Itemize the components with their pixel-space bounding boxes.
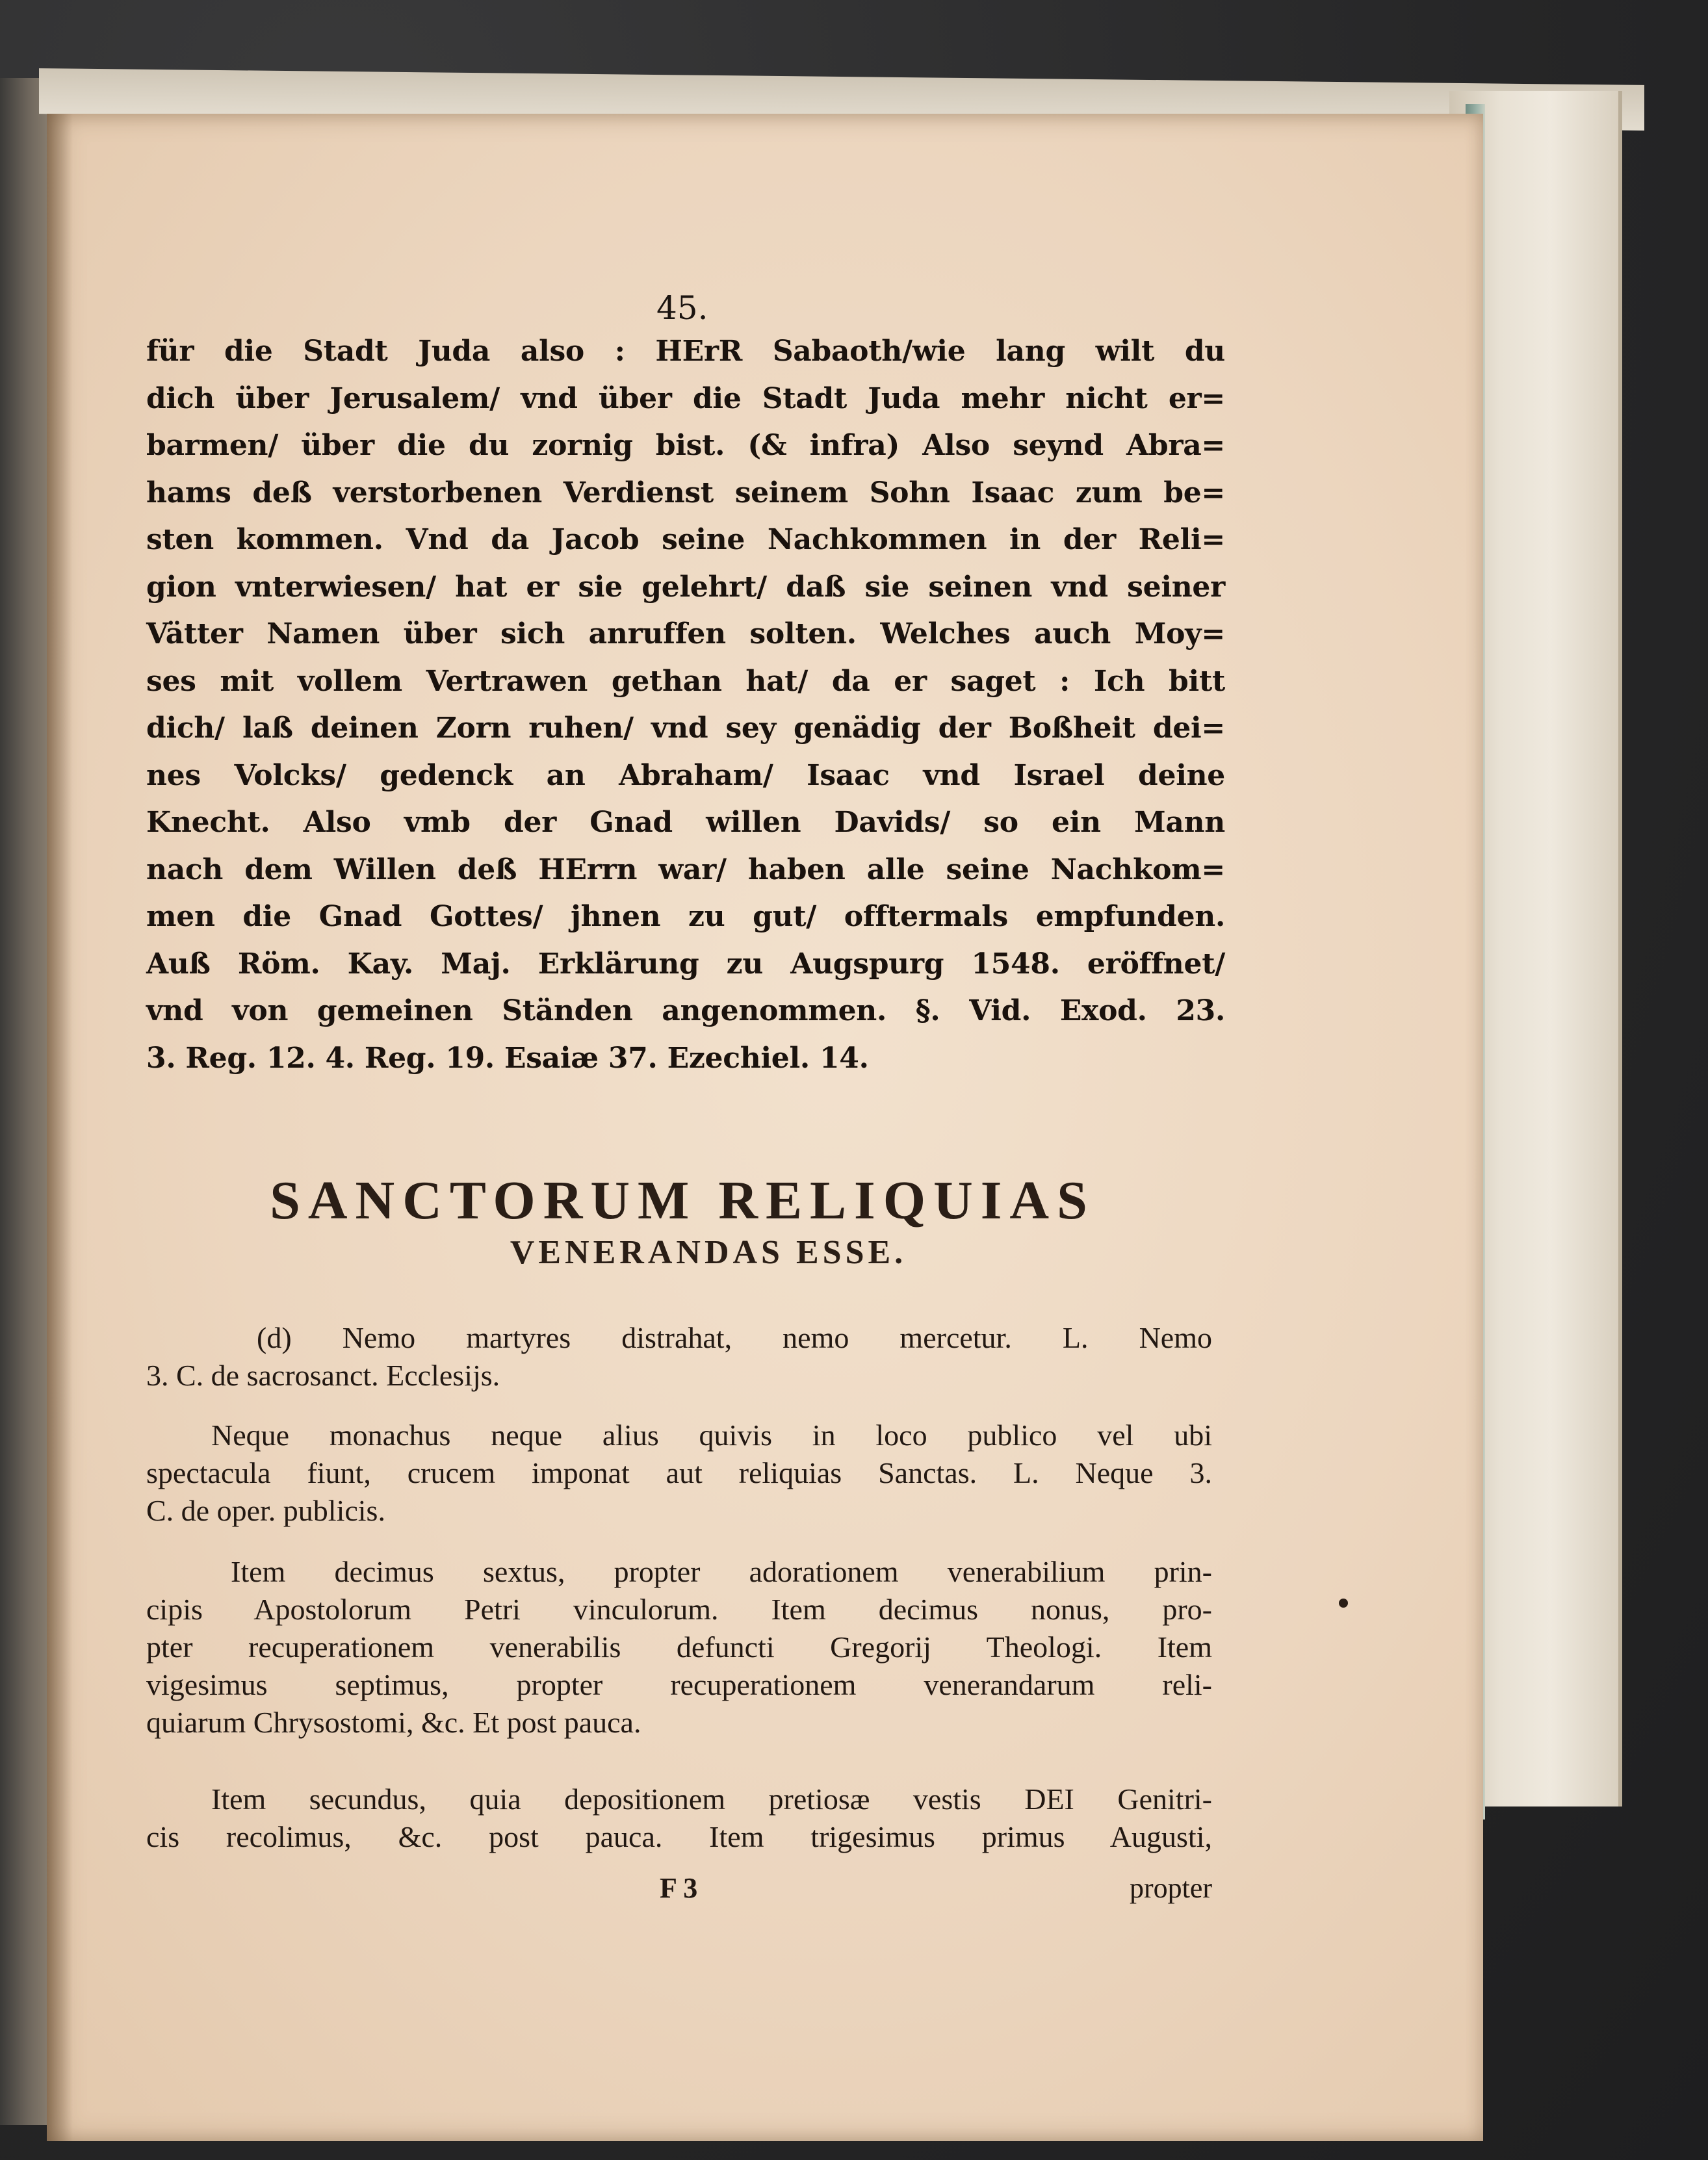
text-line: hams deß verstorbenen Verdienst seinem Sohn Isaac zum be= (146, 476, 1225, 509)
text-line: Vätter Namen über sich anruffen solten. Welches auch Moy= (146, 617, 1225, 650)
facing-page-edge (0, 78, 52, 2125)
latin-paragraph-2 (146, 1417, 1212, 1530)
text-line: quiarum Chrysostomi, &c. Et post pauca. (146, 1706, 641, 1739)
text-line: barmen/ über die du zornig bist. (& infra) Also seynd Abra= (146, 429, 1225, 462)
text-line: vigesimus septimus, propter recuperationem venerandarum reli- (146, 1668, 1212, 1701)
text-line: dich/ laß deinen Zorn ruhen/ vnd sey genädig der Boßheit dei= (146, 712, 1225, 745)
text-line: Auß Röm. Kay. Maj. Erklärung zu Augspurg 1548. eröffnet/ (146, 947, 1225, 981)
text-line: C. de oper. publicis. (146, 1494, 385, 1527)
text-line: für die Stadt Juda also : HErR Sabaoth/wie lang wilt du (146, 335, 1225, 368)
text-line: cipis Apostolorum Petri vinculorum. Item decimus nonus, pro- (146, 1593, 1212, 1626)
text-line: (d) Nemo martyres distrahat, nemo mercetur. L. Nemo (257, 1321, 1212, 1354)
text-line: pter recuperationem venerabilis defuncti Gregorij Theologi. Item (146, 1630, 1212, 1664)
german-paragraph (146, 328, 1225, 1082)
latin-paragraph-3 (146, 1553, 1212, 1742)
section-heading (175, 1170, 1189, 1274)
text-line: spectacula fiunt, crucem imponat aut reliquias Sanctas. L. Neque 3. (146, 1456, 1212, 1489)
text-line: 3. Reg. 12. 4. Reg. 19. Esaiæ 37. Ezechiel. 14. (146, 1041, 869, 1075)
text-line: 3. C. de sacrosanct. Ecclesijs. (146, 1359, 500, 1392)
latin-paragraph-4 (146, 1781, 1212, 1856)
text-line: ses mit vollem Vertrawen gethan hat/ da er saget : Ich bitt (146, 664, 1225, 698)
text-line: dich über Jerusalem/ vnd über die Stadt Juda mehr nicht er= (146, 381, 1225, 415)
text-line: Knecht. Also vmb der Gnad willen Davids/ so ein Mann (146, 806, 1225, 839)
text-line: nes Volcks/ gedenck an Abraham/ Isaac vnd Israel deine (146, 758, 1225, 792)
text-line: sten kommen. Vnd da Jacob seine Nachkommen in der Reli= (146, 523, 1225, 556)
text-line: gion vnterwiesen/ hat er sie gelehrt/ daß sie seinen vnd seiner (146, 570, 1225, 604)
text-line: cis recolimus, &c. post pauca. Item trigesimus primus Augusti, (146, 1820, 1212, 1853)
heading-line-2: VENERANDAS ESSE. (510, 1234, 907, 1271)
text-line: vnd von gemeinen Ständen angenommen. §. Vid. Exod. 23. (146, 994, 1225, 1027)
latin-paragraph-1 (146, 1319, 1212, 1395)
page-number: 45. (656, 289, 708, 327)
catchword: propter (1129, 1872, 1212, 1904)
text-line: nach dem Willen deß HErrn war/ haben alle seine Nachkom= (146, 853, 1225, 886)
heading-line-1: SANCTORUM RELIQUIAS (270, 1170, 1095, 1231)
text-line: men die Gnad Gottes/ jhnen zu gut/ offtermals empfunden. (146, 900, 1225, 933)
page-gutter-shadow (47, 114, 73, 2141)
text-line: Item secundus, quia depositionem pretiosæ vestis DEI Genitri- (211, 1782, 1212, 1816)
text-line: Neque monachus neque alius quivis in loco publico vel ubi (211, 1419, 1212, 1452)
ink-spot (1339, 1599, 1348, 1608)
text-line: Item decimus sextus, propter adorationem venerabilium prin- (231, 1555, 1212, 1588)
signature-mark: F 3 (660, 1872, 698, 1904)
